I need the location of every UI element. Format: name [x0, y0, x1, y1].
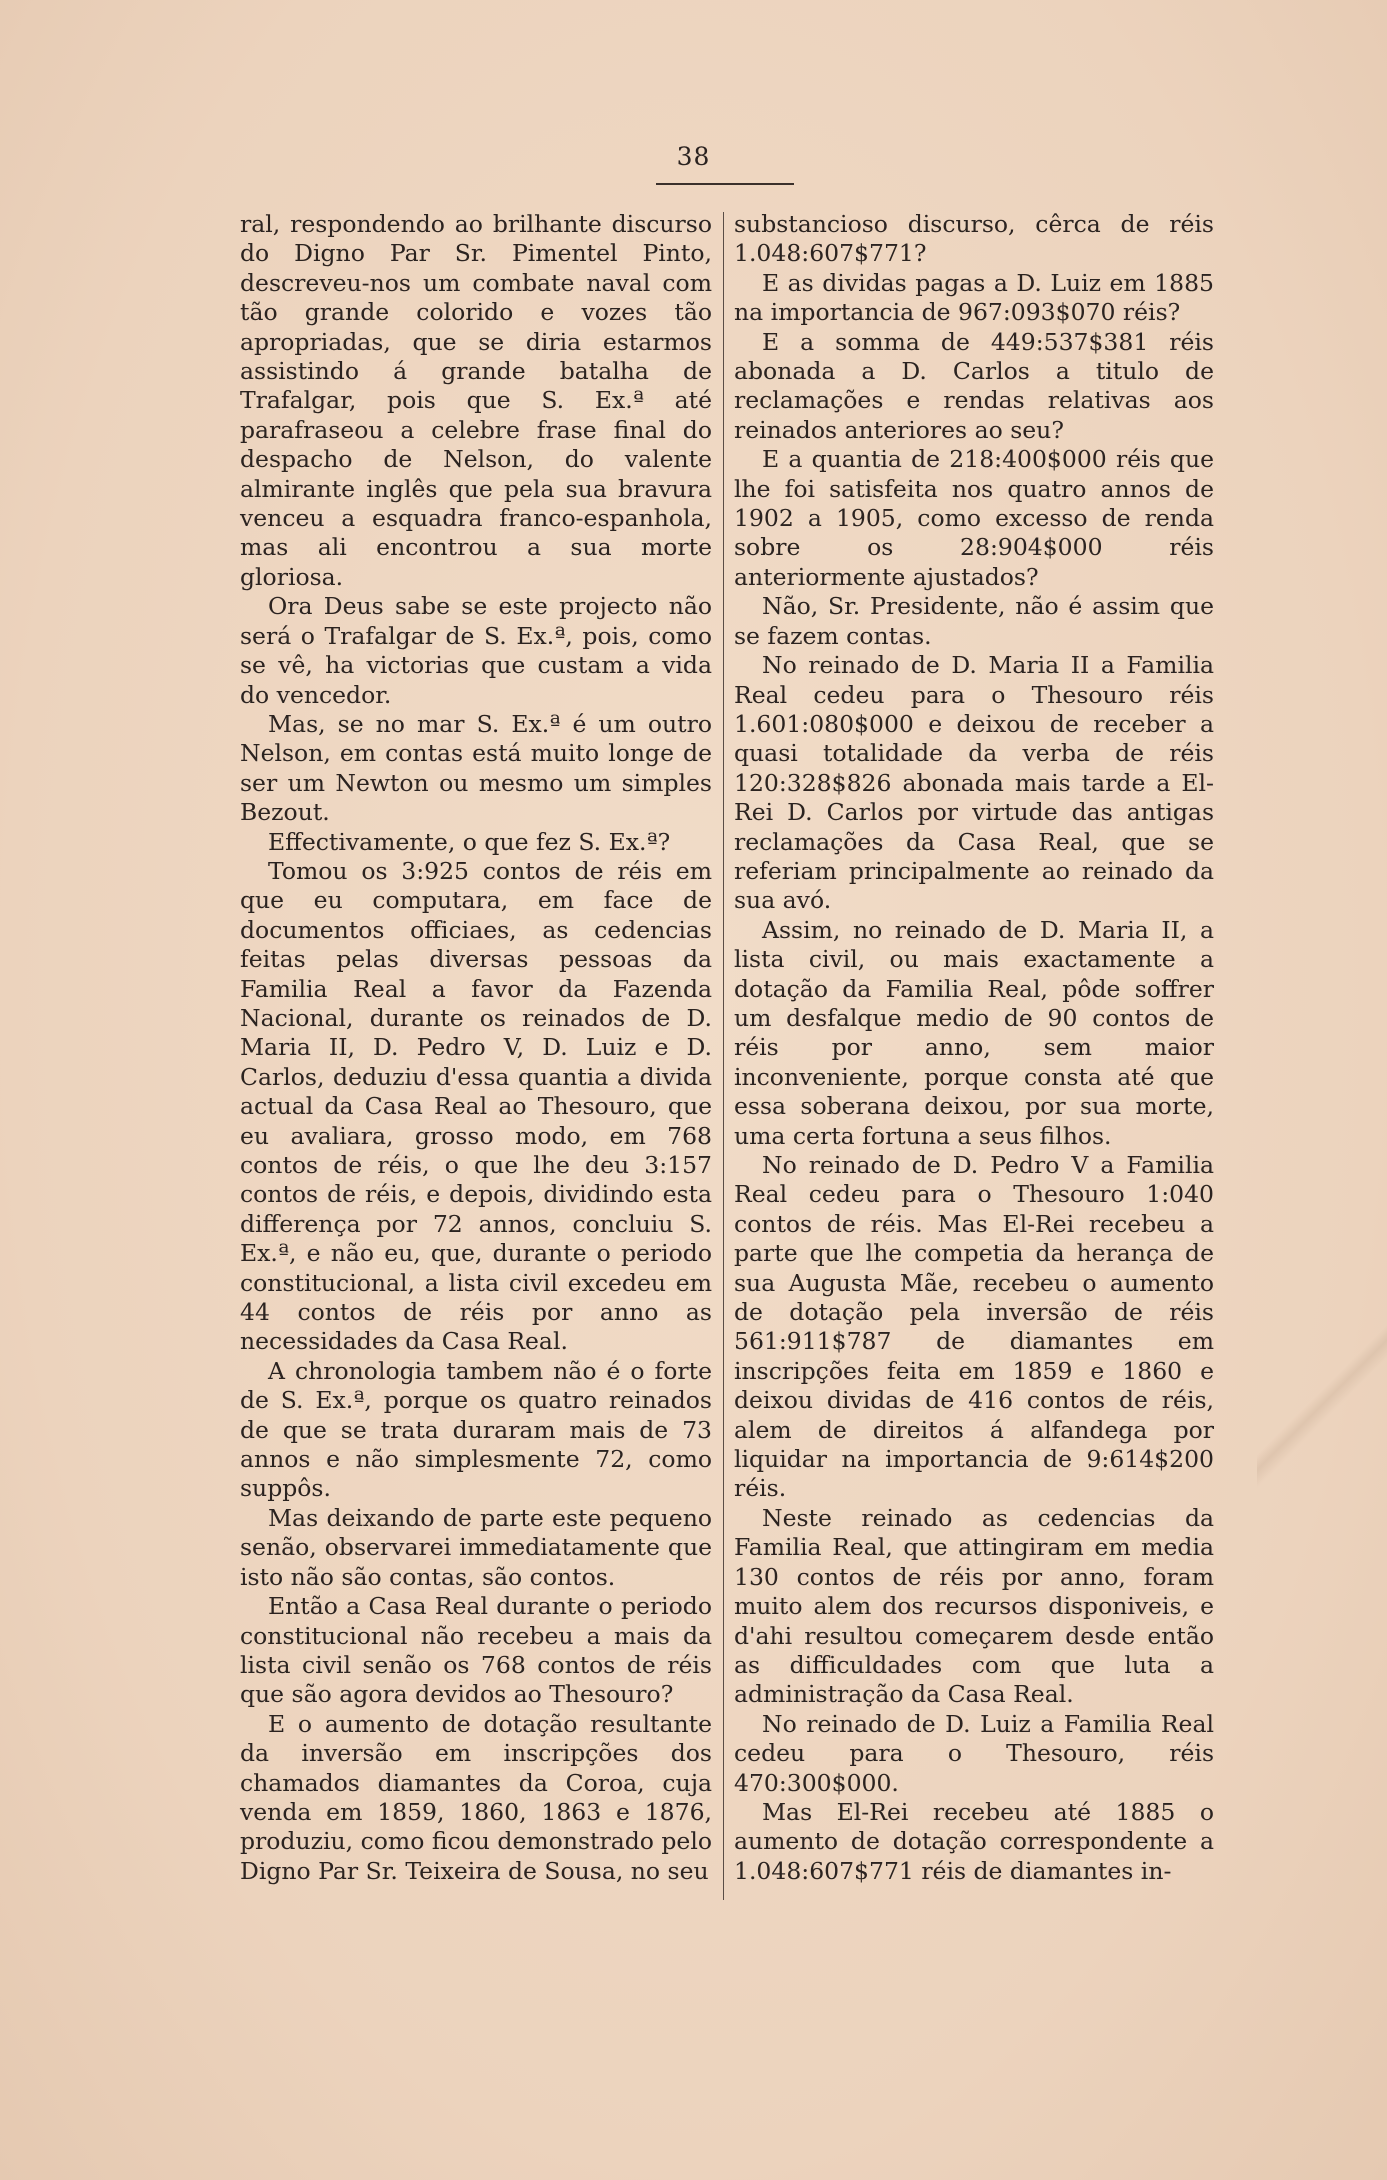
paragraph: No reinado de D. Pedro V a Familia Real cedeu para o Thesouro 1:040 contos de réis. Mas El-Rei recebeu a parte que lhe competia da herança de sua Augusta Mãe, recebeu o aumento de dotação pela inversão de réis 561:911$787 de diamantes em inscripções feita em 1859 e 1860 e deixou dividas de 416 contos de réis, alem de direitos á alfandega por liquidar na importancia de 9:614$200 réis.	[734, 1151, 1214, 1503]
paragraph: Ora Deus sabe se este projecto não será o Trafalgar de S. Ex.ª, pois, como se vê, ha victorias que custam a vida do vencedor.	[240, 592, 712, 709]
paragraph: Effectivamente, o que fez S. Ex.ª?	[268, 827, 671, 856]
paragraph: ral, respondendo ao brilhante discurso do Digno Par Sr. Pimentel Pinto, descreveu-nos um combate naval com tão grande colorido e vozes tão apropriadas, que se diria estarmos assistindo á grande batalha de Trafalgar, pois que S. Ex.ª até parafraseou a celebre frase final do despacho de Nelson, do valente almirante inglês que pela sua bravura venceu a esquadra franco-espanhola, mas ali encontrou a sua morte gloriosa.	[240, 210, 712, 591]
right-column	[734, 210, 1214, 1886]
paragraph: Neste reinado as cedencias da Familia Real, que attingiram em media 130 contos de réis por anno, foram muito alem dos recursos disponiveis, e d'ahi resultou começarem desde então as difficuldades com que luta a administração da Casa Real.	[734, 1503, 1214, 1709]
paragraph: Tomou os 3:925 contos de réis em que eu computara, em face de documentos officiaes, as cedencias feitas pelas diversas pessoas da Familia Real a favor da Fazenda Nacional, durante os reinados de D. Maria II, D. Pedro V, D. Luiz e D. Carlos, deduziu d'essa quantia a divida actual da Casa Real ao Thesouro, que eu avaliara, grosso modo, em 768 contos de réis, o que lhe deu 3:157 contos de réis, e depois, dividindo esta differença por 72 annos, concluiu S. Ex.ª, e não eu, que, durante o periodo constitucional, a lista civil excedeu em 44 contos de réis por anno as necessidades da Casa Real.	[240, 856, 712, 1356]
paragraph: No reinado de D. Luiz a Familia Real cedeu para o Thesouro, réis 470:300$000.	[734, 1709, 1214, 1797]
header-rule	[656, 183, 794, 185]
paper-tear	[1257, 1320, 1387, 1490]
paragraph: Então a Casa Real durante o periodo constitucional não recebeu a mais da lista civil senão os 768 contos de réis que são agora devidos ao Thesouro?	[240, 1592, 712, 1709]
left-column	[240, 210, 712, 1886]
paragraph: Mas deixando de parte este pequeno senão, observarei immediatamente que isto não são contas, são contos.	[240, 1503, 712, 1591]
paragraph: Mas El-Rei recebeu até 1885 o aumento de dotação correspondente a 1.048:607$771 réis de diamantes in-	[734, 1797, 1214, 1885]
paragraph: Mas, se no mar S. Ex.ª é um outro Nelson, em contas está muito longe de ser um Newton ou mesmo um simples Bezout.	[240, 709, 712, 827]
paragraph: substancioso discurso, cêrca de réis 1.048:607$771?	[734, 210, 1214, 268]
paragraph: No reinado de D. Maria II a Familia Real cedeu para o Thesouro réis 1.601:080$000 e deixou de receber a quasi totalidade da verba de réis 120:328$826 abonada mais tarde a El-Rei D. Carlos por virtude das antigas reclamações da Casa Real, que se referiam principalmente ao reinado da sua avó.	[734, 651, 1214, 915]
page-number: 38	[676, 142, 711, 171]
paragraph: E a somma de 449:537$381 réis abonada a D. Carlos a titulo de reclamações e rendas relativas aos reinados anteriores ao seu?	[734, 327, 1214, 444]
paragraph: E a quantia de 218:400$000 réis que lhe foi satisfeita nos quatro annos de 1902 a 1905, como excesso de renda sobre os 28:904$000 réis anteriormente ajustados?	[734, 445, 1214, 591]
paragraph: E o aumento de dotação resultante da inversão em inscripções dos chamados diamantes da Coroa, cuja venda em 1859, 1860, 1863 e 1876, produziu, como ficou demonstrado pelo Digno Par Sr. Teixeira de Sousa, no seu	[240, 1709, 712, 1885]
paragraph: Não, Sr. Presidente, não é assim que se fazem contas.	[734, 592, 1214, 650]
paragraph: E as dividas pagas a D. Luiz em 1885 na importancia de 967:093$070 réis?	[734, 268, 1214, 327]
paragraph: Assim, no reinado de D. Maria II, a lista civil, ou mais exactamente a dotação da Familia Real, pôde soffrer um desfalque medio de 90 contos de réis por anno, sem maior inconveniente, porque consta até que essa soberana deixou, por sua morte, uma certa fortuna a seus filhos.	[734, 915, 1214, 1150]
column-divider	[723, 212, 724, 1900]
paragraph: A chronologia tambem não é o forte de S. Ex.ª, porque os quatro reinados de que se trata duraram mais de 73 annos e não simplesmente 72, como suppôs.	[240, 1356, 712, 1503]
